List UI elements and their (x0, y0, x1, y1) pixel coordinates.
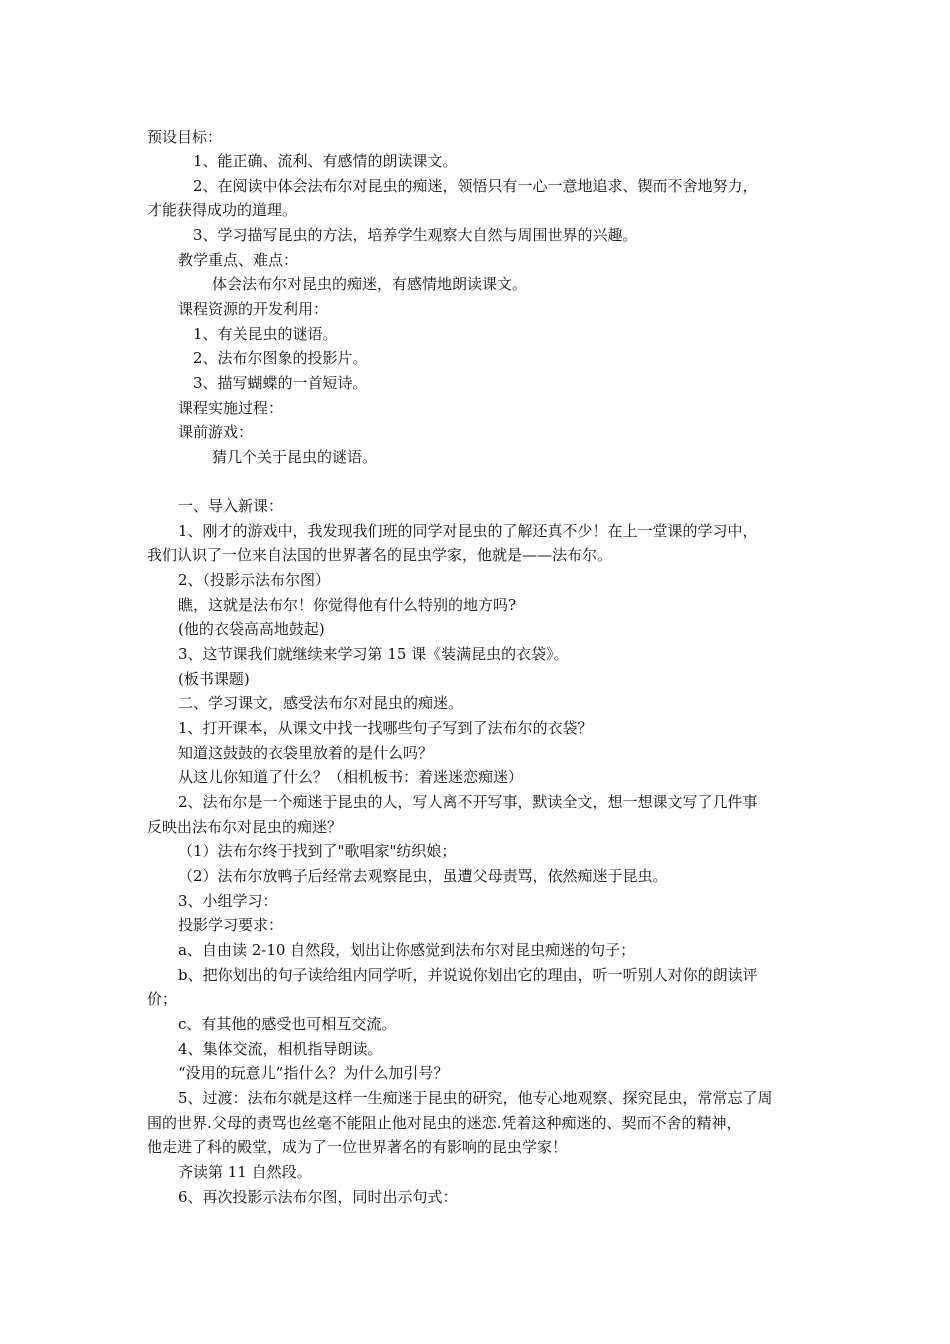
text-line: 他走进了科的殿堂，成为了一位世界著名的有影响的昆虫学家！ (147, 1138, 568, 1156)
text-line: 2、（投影示法布尔图） (178, 571, 331, 589)
text-line: 1、刚才的游戏中，我发现我们班的同学对昆虫的了解还真不少！在上一堂课的学习中， (178, 522, 758, 540)
text-line: 一、导入新课： (178, 497, 284, 515)
text-line: c、有其他的感受也可相互交流。 (178, 1015, 397, 1033)
text-line: 1、打开课本，从课文中找一找哪些句子写到了法布尔的衣袋？ (178, 719, 593, 737)
text-line: a、自由读 2-10 自然段，划出让你感觉到法布尔对昆虫痴迷的句子； (178, 941, 636, 959)
text-line: 价； (147, 990, 178, 1008)
text-line: 围的世界.父母的责骂也丝毫不能阻止他对昆虫的迷恋.凭着这种痴迷的、契而不舍的精神， (147, 1114, 742, 1132)
text-line: 3、小组学习： (178, 892, 278, 910)
text-line: 才能获得成功的道理。 (147, 201, 298, 219)
text-line: (他的衣袋高高地鼓起) (178, 620, 325, 638)
text-line: 课程资源的开发利用： (178, 300, 329, 318)
text-line: 3、描写蝴蝶的一首短诗。 (193, 374, 368, 392)
text-line: 3、这节课我们就继续来学习第 15 课《装满昆虫的衣袋》。 (178, 645, 569, 663)
text-line: 课程实施过程： (178, 399, 284, 417)
text-line: 教学重点、难点： (178, 251, 299, 269)
text-line: 1、有关昆虫的谜语。 (193, 325, 338, 343)
text-line: 从这儿你知道了什么？（相机板书：着迷迷恋痴迷） (178, 768, 524, 786)
text-line: 猜几个关于昆虫的谜语。 (212, 448, 378, 466)
text-line: 4、集体交流，相机指导朗读。 (178, 1040, 383, 1058)
text-line: 我们认识了一位来自法国的世界著名的昆虫学家，他就是——法布尔。 (147, 546, 613, 564)
text-line: （2）法布尔放鸭子后经常去观察昆虫，虽遭父母责骂，依然痴迷于昆虫。 (178, 867, 668, 885)
text-line: “没用的玩意儿”指什么？为什么加引号？ (178, 1064, 449, 1082)
text-line: 2、在阅读中体会法布尔对昆虫的痴迷，领悟只有一心一意地追求、锲而不舍地努力， (193, 177, 758, 195)
text-line: 预设目标： (147, 128, 223, 146)
text-line: 课前游戏： (178, 423, 254, 441)
text-line: 5、过渡：法布尔就是这样一生痴迷于昆虫的研究，他专心地观察、探究昆虫，常常忘了周 (178, 1089, 773, 1107)
text-line: (板书课题) (178, 670, 250, 688)
text-line: 知道这鼓鼓的衣袋里放着的是什么吗？ (178, 744, 434, 762)
text-line: 6、再次投影示法布尔图，同时出示句式： (178, 1188, 458, 1206)
text-line: 1、能正确、流利、有感情的朗读课文。 (193, 152, 458, 170)
text-line: 瞧，这就是法布尔！你觉得他有什么特别的地方吗? (178, 596, 517, 614)
text-line: 2、法布尔是一个痴迷于昆虫的人，写人离不开写事，默读全文，想一想课文写了几件事 (178, 793, 758, 811)
text-line: 齐读第 11 自然段。 (178, 1163, 312, 1181)
text-line: 二、学习课文，感受法布尔对昆虫的痴迷。 (178, 694, 464, 712)
text-line: 3、学习描写昆虫的方法，培养学生观察大自然与周围世界的兴趣。 (193, 226, 638, 244)
text-line: 投影学习要求： (178, 916, 284, 934)
text-line: 反映出法布尔对昆虫的痴迷？ (147, 818, 343, 836)
text-line: （1）法布尔终于找到了"歌唱家"纺织娘； (178, 842, 457, 860)
text-line: b、把你划出的句子读给组内同学听，并说说你划出它的理由，听一听别人对你的朗读评 (178, 966, 758, 984)
text-line: 2、法布尔图象的投影片。 (193, 349, 368, 367)
text-line: 体会法布尔对昆虫的痴迷，有感情地朗读课文。 (212, 275, 528, 293)
